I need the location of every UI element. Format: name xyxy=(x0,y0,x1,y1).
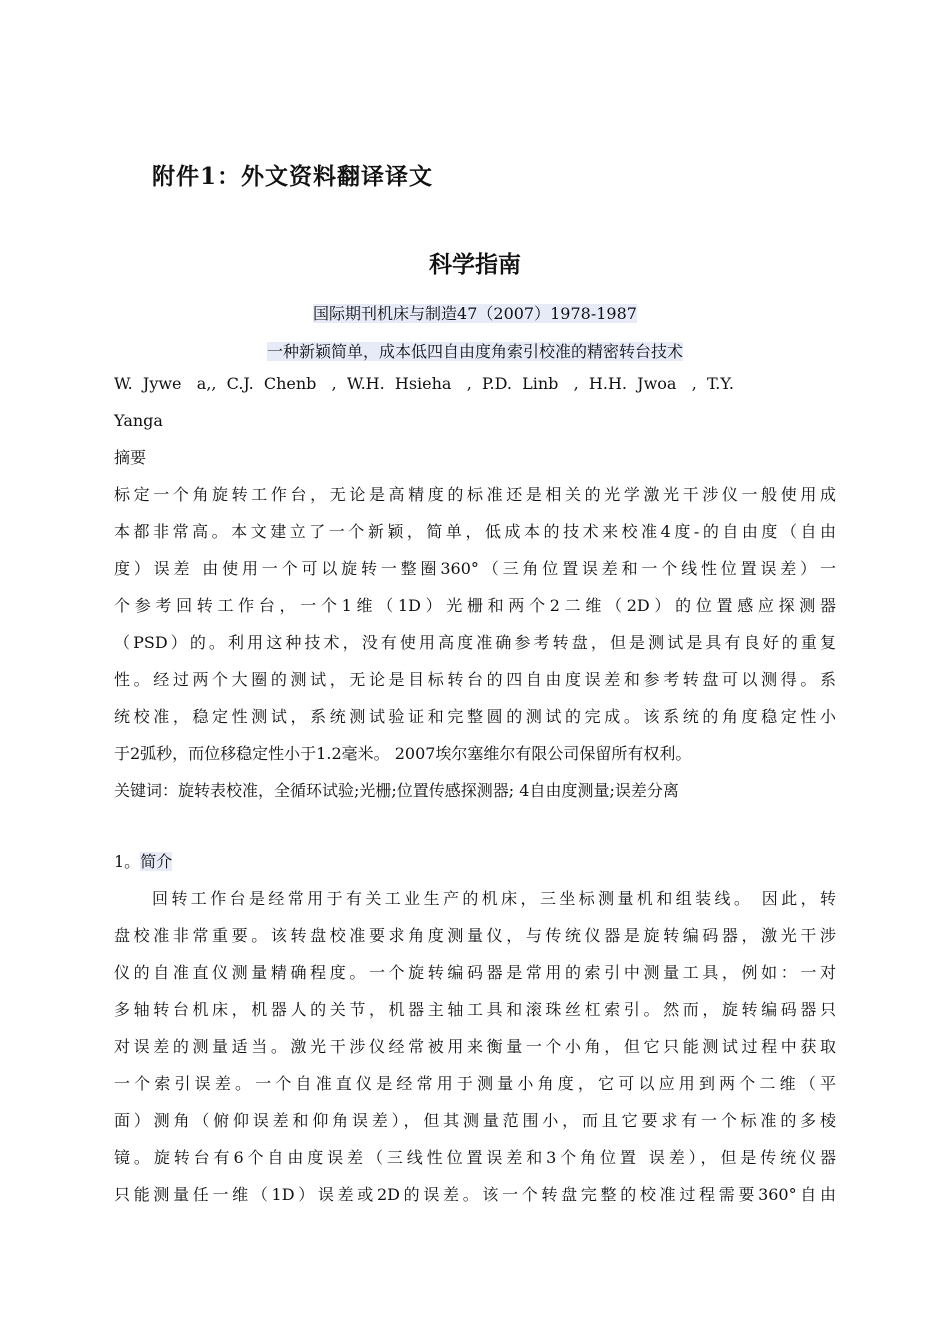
intro-line: 一个索引误差。一个自准直仪是经常用于测量小角度，它可以应用到两个二维（平 xyxy=(114,1074,836,1093)
section-number: 1。 xyxy=(114,852,141,871)
intro-line: 只能测量任一维（1D）误差或2D的误差。该一个转盘完整的校准过程需要360°自由 xyxy=(114,1185,836,1204)
abstract-line: 个参考回转工作台，一个1维（1D）光栅和两个2二维（2D）的位置感应探测器 xyxy=(114,596,836,615)
intro-line: 盘校准非常重要。该转盘校准要求角度测量仪，与传统仪器是旋转编码器，激光干涉 xyxy=(114,926,836,945)
section-title: 简介 xyxy=(140,852,173,871)
intro-line: 仪的自准直仪测量精确程度。一个旋转编码器是常用的索引中测量工具，例如：一对 xyxy=(114,963,836,982)
journal-citation-text: 国际期刊机床与制造47（2007）1978-1987 xyxy=(313,304,637,323)
intro-line: 镜。旋转台有6个自由度误差（三线性位置误差和3个角位置 误差），但是传统仪器 xyxy=(114,1148,836,1167)
document-title: 科学指南 xyxy=(429,252,521,278)
authors-line: W. Jywe a,, C.J. Chenb , W.H. Hsieha , P.D. Linb , H.H. Jwoa , T.Y. xyxy=(114,374,734,393)
abstract-line: 度）误差 由使用一个可以旋转一整圈360°（三角位置误差和一个线性位置误差）一 xyxy=(114,559,836,578)
abstract-line: 统校准，稳定性测试，系统测试验证和完整圆的测试的完成。该系统的角度稳定性小 xyxy=(114,707,836,726)
intro-line: 回转工作台是经常用于有关工业生产的机床，三坐标测量机和组装线。 因此，转 xyxy=(152,889,836,908)
intro-line: 对误差的测量适当。激光干涉仪经常被用来衡量一个小角，但它只能测试过程中获取 xyxy=(114,1037,836,1056)
abstract-line: （PSD）的。利用这种技术，没有使用高度准确参考转盘，但是测试是具有良好的重复 xyxy=(114,633,836,652)
abstract-heading: 摘要 xyxy=(114,448,147,467)
journal-citation xyxy=(0,301,950,324)
paper-title-text: 一种新颖简单，成本低四自由度角索引校准的精密转台技术 xyxy=(266,342,683,361)
paper-title xyxy=(0,339,950,362)
abstract-line: 于2弧秒，而位移稳定性小于1.2毫米。 2007埃尔塞维尔有限公司保留所有权利。 xyxy=(114,744,692,763)
attachment-title: 附件1：外文资料翻译译文 xyxy=(152,163,434,190)
abstract-line: 本都非常高。本文建立了一个新颖，简单，低成本的技术来校准4度-的自由度（自由 xyxy=(114,522,836,541)
keywords-line: 关键词：旋转表校准，全循环试验;光栅;位置传感探测器; 4自由度测量;误差分离 xyxy=(114,781,679,800)
abstract-line: 性。经过两个大圈的测试，无论是目标转台的四自由度误差和参考转盘可以测得。系 xyxy=(114,670,836,689)
section-heading-intro xyxy=(114,852,836,872)
authors-line: Yanga xyxy=(114,411,163,430)
abstract-line: 标定一个角旋转工作台，无论是高精度的标准还是相关的光学激光干涉仪一般使用成 xyxy=(114,485,836,504)
intro-line: 面）测角（俯仰误差和仰角误差），但其测量范围小，而且它要求有一个标准的多棱 xyxy=(114,1111,836,1130)
intro-line: 多轴转台机床，机器人的关节，机器主轴工具和滚珠丝杠索引。然而，旋转编码器只 xyxy=(114,1000,836,1019)
